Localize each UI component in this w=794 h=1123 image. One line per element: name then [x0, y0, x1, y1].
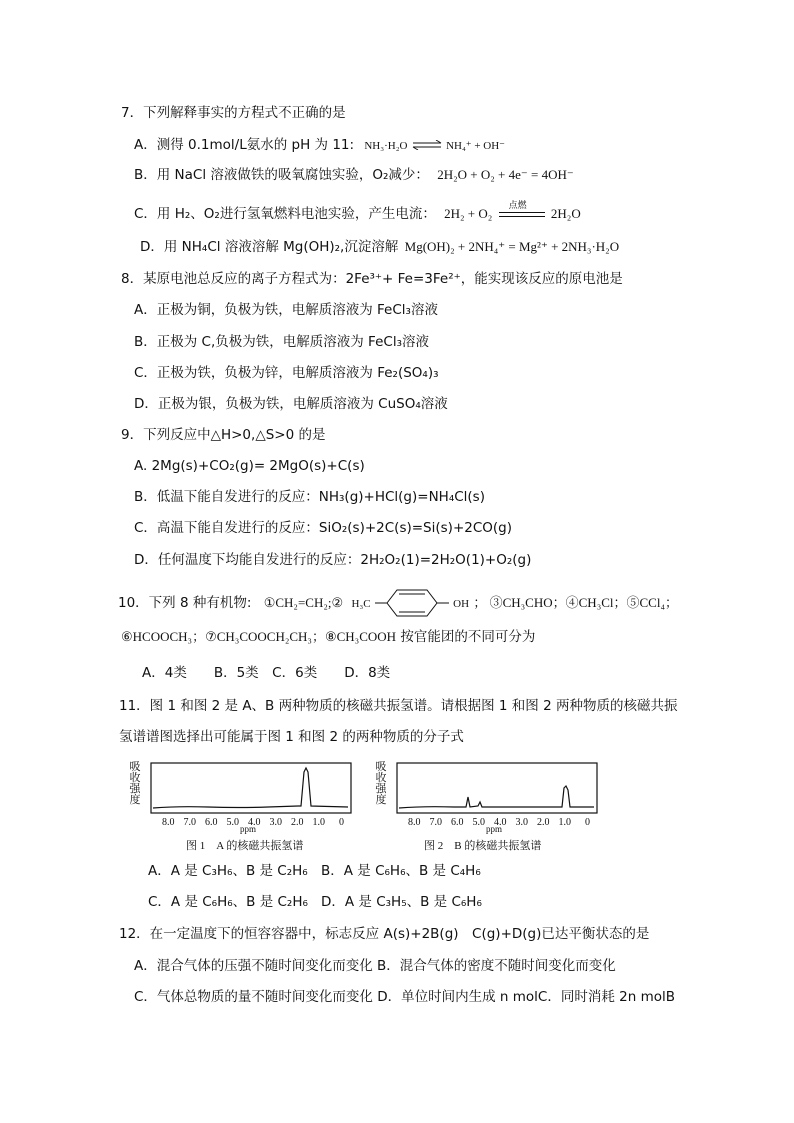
tick-label: 3.0 [515, 817, 528, 828]
q9-stem: 9．下列反应中△H>0,△S>0 的是 [121, 427, 326, 443]
q7-a-eq-right: NH₄⁺ + OH⁻ [446, 140, 505, 152]
q10-options: A．4类 B．5类 C．6类 D．8类 [142, 665, 391, 681]
q11-option-a: A．A 是 C₃H₆、B 是 C₂H₆ [148, 863, 308, 879]
tick-label: 4.0 [494, 817, 507, 828]
q8-option-b: B．正极为 C,负极为铁，电解质溶液为 FeCl₃溶液 [134, 334, 429, 350]
tick-label: 2.0 [537, 817, 550, 828]
q11-stem-2: 氢谱谱图选择出可能属于图 1 和图 2 的两种物质的分子式 [119, 729, 464, 745]
q12-options-ab: A．混合气体的压强不随时间变化而变化 B．混合气体的密度不随时间变化而变化 [134, 958, 616, 974]
tick-label: 3.0 [269, 817, 282, 828]
tick-label: 7.0 [183, 817, 196, 828]
q7-a-text: A．测得 0.1mol/L氨水的 pH 为 11: [134, 137, 355, 153]
q10-line-2 [121, 628, 535, 646]
tick-label: 6.0 [205, 817, 218, 828]
q11-stem-1: 11．图 1 和图 2 是 A、B 两种物质的核磁共振氢谱。请根据图 1 和图 2 两种物质的核磁共振 [119, 698, 678, 714]
q7-option-b [134, 166, 574, 184]
q10-items-6-8: ⑥HCOOCH₃；⑦CH₃COOCH₂CH₃；⑧CH₃COOH [121, 629, 397, 644]
spectrum-1-xunit: ppm [240, 824, 257, 834]
spectrum-1-ylabel: 吸 收 强 度 [129, 761, 141, 806]
q12-stem: 12．在一定温度下的恒容容器中，标志反应 A(s)+2B(g) C(g)+D(g)已达平衡状态的是 [119, 926, 650, 942]
q10-ring-left: H₃C [351, 598, 371, 610]
spectrum-2-xunit: ppm [486, 824, 503, 834]
q8-stem: 8．某原电池总反应的离子方程式为：2Fe³⁺+ Fe=3Fe²⁺，能实现该反应的原电池是 [121, 271, 623, 287]
q8-option-d: D．正极为银，负极为铁，电解质溶液为 CuSO₄溶液 [134, 396, 448, 412]
tick-label: 6.0 [451, 817, 464, 828]
tick-label: 8.0 [408, 817, 421, 828]
q7-c-eq-left: 2H₂ + O₂ [444, 206, 493, 221]
q7-c-eq-sign [497, 200, 547, 223]
tick-label: 1.0 [558, 817, 571, 828]
q11-option-b: B．A 是 C₆H₆、B 是 C₄H₆ [321, 863, 481, 879]
q10-item-1: ①CH₂=CH₂;② [263, 595, 344, 610]
q7-stem: 7．下列解释事实的方程式不正确的是 [121, 105, 346, 121]
tick-label: 0 [585, 817, 590, 828]
q9-option-b: B．低温下能自发进行的反应：NH₃(g)+HCl(g)=NH₄Cl(s) [134, 489, 485, 505]
q9-option-a: A. 2Mg(s)+CO₂(g)= 2MgO(s)+C(s) [134, 458, 365, 474]
tick-label: 2.0 [291, 817, 304, 828]
spectrum-1 [148, 760, 356, 836]
q7-c-eq-cond: 点燃 [508, 200, 527, 210]
q9-option-d: D．任何温度下均能自发进行的反应：2H₂O₂(1)=2H₂O(1)+O₂(g) [134, 552, 532, 568]
spectrum-2 [394, 760, 602, 836]
q7-d-text: D．用 NH₄Cl 溶液溶解 Mg(OH)₂,沉淀溶解 [140, 239, 399, 255]
spectrum-2-caption: 图 2 B 的核磁共振氢谱 [424, 840, 542, 852]
tick-label: 0 [339, 817, 344, 828]
q10-stem: 10．下列 8 种有机物: [118, 595, 252, 611]
tick-label: 5.0 [472, 817, 485, 828]
q8-option-a: A．正极为铜，负极为铁，电解质溶液为 FeCl₃溶液 [134, 302, 438, 318]
q7-b-text: B．用 NaCl 溶液做铁的吸氧腐蚀实验，O₂减少： [134, 167, 429, 183]
benzene-ring-icon [375, 588, 449, 618]
q10-tail: 按官能团的不同可分为 [400, 629, 536, 645]
q7-c-text: C．用 H₂、O₂进行氢氧燃料电池实验，产生电流： [134, 206, 436, 222]
q11-option-d: D．A 是 C₃H₅、B 是 C₆H₆ [321, 894, 482, 910]
spectrum-2-ylabel: 吸 收 强 度 [375, 761, 387, 806]
spectrum-1-caption: 图 1 A 的核磁共振氢谱 [186, 840, 304, 852]
q8-option-c: C．正极为铁，负极为锌，电解质溶液为 Fe₂(SO₄)₃ [134, 365, 439, 381]
tick-label: 7.0 [429, 817, 442, 828]
q7-a-eq-left: NH₃·H₂O [364, 140, 408, 152]
q7-option-d [140, 238, 619, 256]
q10-ring-right: OH [453, 598, 470, 610]
tick-label: 1.0 [312, 817, 325, 828]
q11-option-c: C．A 是 C₆H₆、B 是 C₂H₆ [148, 894, 308, 910]
tick-label: 4.0 [248, 817, 261, 828]
q7-option-a [134, 136, 505, 155]
q12-options-cd: C．气体总物质的量不随时间变化而变化 D．单位时间内生成 n molC．同时消耗 2n molB [134, 989, 675, 1005]
q10-items-3-5: ； ③CH₃CHO；④CH₃Cl；⑤CCl₄； [473, 595, 678, 610]
q9-option-c: C．高温下能自发进行的反应：SiO₂(s)+2C(s)=Si(s)+2CO(g) [134, 520, 512, 536]
q7-b-eq: 2H₂O + O₂ + 4e⁻ = 4OH⁻ [437, 167, 574, 182]
q10-stem-line [118, 588, 678, 618]
q7-option-c [134, 200, 581, 223]
tick-label: 8.0 [162, 817, 175, 828]
tick-label: 5.0 [226, 817, 239, 828]
q7-d-eq: Mg(OH)₂ + 2NH₄⁺ = Mg²⁺ + 2NH₃·H₂O [404, 239, 620, 254]
equilibrium-arrow-icon [412, 140, 442, 150]
q7-c-eq-right: 2H₂O [550, 206, 581, 221]
